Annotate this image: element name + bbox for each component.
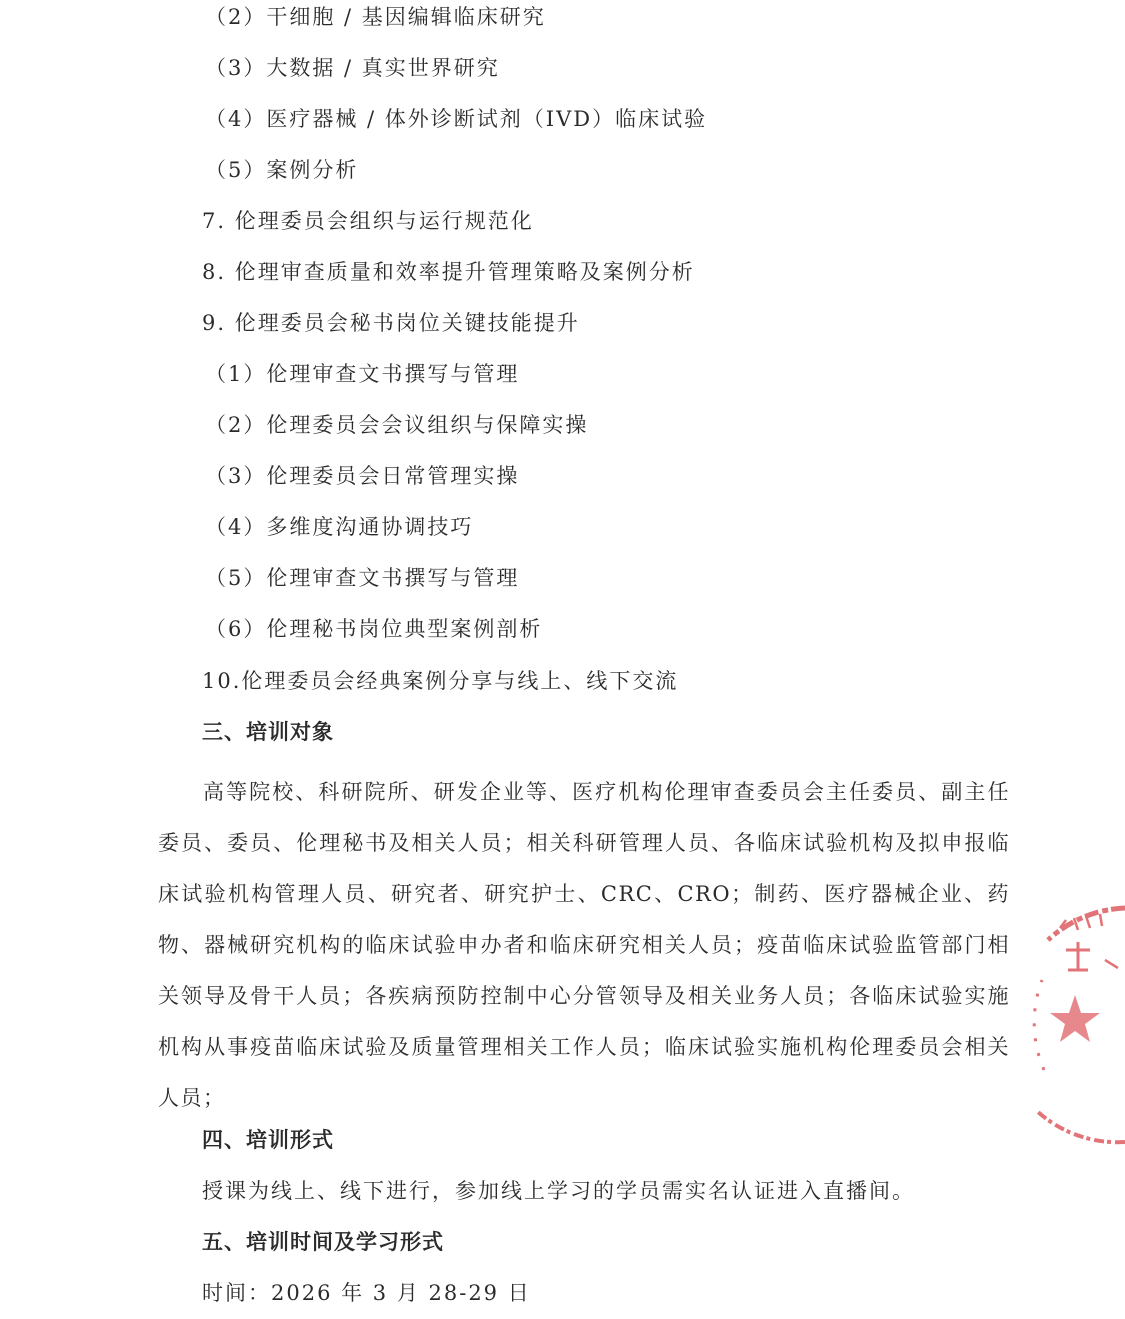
training-form-text: 授课为线上、线下进行，参加线上学习的学员需实名认证进入直播间。 — [202, 1179, 915, 1203]
list-item: （4）多维度沟通协调技巧 — [205, 515, 474, 539]
list-item: （1）伦理审查文书撰写与管理 — [205, 362, 520, 386]
training-target-paragraph: 高等院校、科研院所、研发企业等、医疗机构伦理审查委员会主任委员、副主任委员、委员、伦理秘书及相关人员；相关科研管理人员、各临床试验机构及拟申报临床试验机构管理人员、研究者、研究护士、CRC、CRO；制药、医疗器械企业、药物、器械研究机构的临床试验申办者和临床研究相关人员；疫苗临床试验监管部门相关领导及骨干人员；各疾病预防控制中心分管领导及相关业务人员；各临床试验实施机构从事疫苗临床试验及质量管理相关工作人员；临床试验实施机构伦理委员会相关人员； — [158, 780, 1010, 1110]
list-item: （5）案例分析 — [205, 158, 359, 182]
list-item: （3）伦理委员会日常管理实操 — [205, 464, 520, 488]
section-heading-training-form: 四、培训形式 — [202, 1128, 334, 1152]
list-item: 8. 伦理审查质量和效率提升管理策略及案例分析 — [202, 260, 695, 284]
list-item: （2）伦理委员会会议组织与保障实操 — [205, 413, 589, 437]
list-item: 10.伦理委员会经典案例分享与线上、线下交流 — [202, 669, 679, 693]
list-item: （6）伦理秘书岗位典型案例剖析 — [205, 617, 543, 641]
training-time-text: 时间：2026 年 3 月 28-29 日 — [202, 1281, 531, 1305]
list-item: （3）大数据 / 真实世界研究 — [205, 56, 500, 80]
seal-graphic — [1030, 900, 1125, 1150]
list-item: （4）医疗器械 / 体外诊断试剂（IVD）临床试验 — [205, 107, 708, 131]
list-item: （2）干细胞 / 基因编辑临床研究 — [205, 5, 546, 29]
list-item: 9. 伦理委员会秘书岗位关键技能提升 — [202, 311, 580, 335]
list-item: （5）伦理审查文书撰写与管理 — [205, 566, 520, 590]
section-heading-training-target: 三、培训对象 — [202, 720, 334, 744]
official-seal-stamp — [1030, 900, 1125, 1150]
list-item: 7. 伦理委员会组织与运行规范化 — [202, 209, 534, 233]
section-heading-training-time: 五、培训时间及学习形式 — [202, 1230, 444, 1254]
